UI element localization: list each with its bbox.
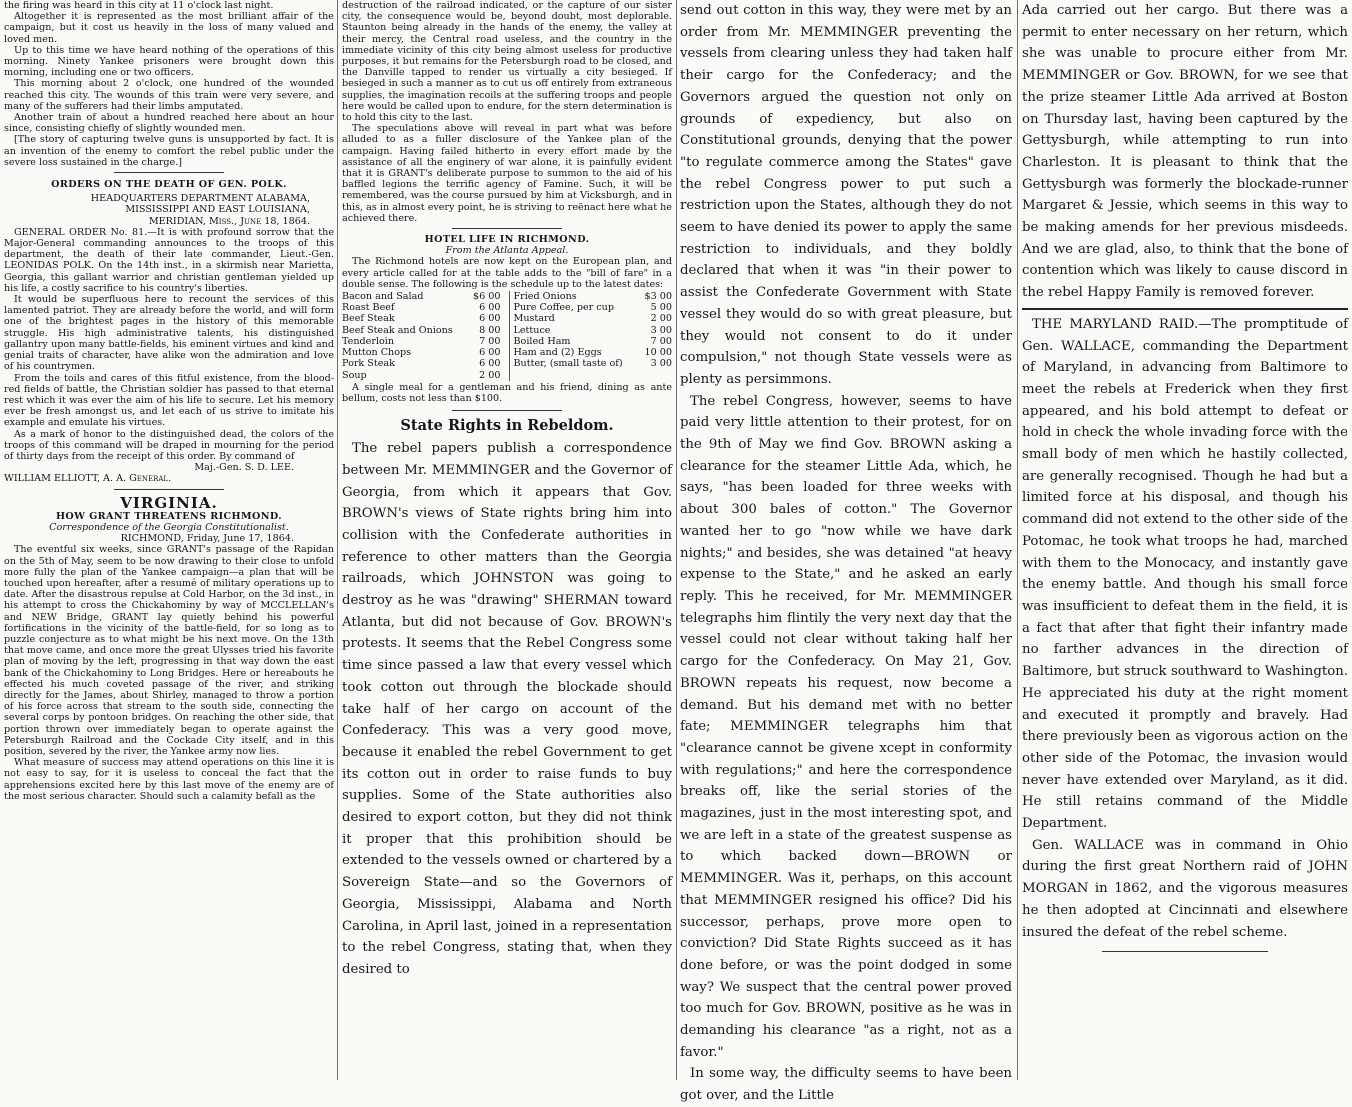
fare-item: Mutton Chops xyxy=(342,347,412,359)
col3-para-1: send out cotton in this way, they were met by an order from Mr. MEMMINGER preventing the vessels from clearing unless they had taken half their cargo for the Confederacy; and the Governors argued the question not only on grounds of expediency, but also on Constitutional grounds, denying that the power "to regulate commerce among the States" gave the rebel Congress power to put such a restriction upon the States, although they do not seem to have denied its power to apply the same restriction to individuals, and they boldly declared that when it was "in their power to assist the Confederate Government with State vessel they would do so with great pleasure, but they would not consent to do it under compulsion," not though State vessels were as plenty as persimmons. xyxy=(680,3,1012,387)
fare-item: Butter, (small taste of) xyxy=(513,358,623,370)
fare-row xyxy=(342,291,501,302)
fare-row xyxy=(514,313,673,324)
fare-price: 2 00 xyxy=(479,369,501,381)
fare-item: Tenderloin xyxy=(342,335,395,347)
fare-price: 6 00 xyxy=(479,347,501,359)
fare-row xyxy=(514,325,673,336)
maryland-raid-para: THE MARYLAND RAID.—The promptitude of Gen. WALLACE, commanding the Department of Maryland, in advancing from Baltimore to meet the rebels at Frederick when they first appeared, and his bold attempt to defeat or hold in check the whole invading force with the small body of men which he hastily collected, are generally recognised. Though he had but a limited force at his disposal, and though his command did not extend to the other side of the Potomac, he took what troops he had, marched with them to the Monocacy, and instantly gave the enemy battle. And though his small force was insufficient to defeat them in the field, it is a fact that after that fight their infantry made no farther advances in the direction of Baltimore, but struck southward to Washington. He appreciated his duty at the right moment and executed it promptly and bravely. Had there previously been as vigorous action on the other side of the Potomac, the invasion would never have extended over Maryland, as it did. He still retains command of the Middle Department. xyxy=(1022,316,1348,832)
fare-row xyxy=(342,325,501,336)
fare-price: 2 00 xyxy=(650,313,672,325)
col1-para-4: This morning about 2 o'clock, one hundred of the wounded reached this city. The wounds of this train were very severe, and many of the sufferers had their limbs amputated. xyxy=(4,78,334,112)
fare-item: Mustard xyxy=(513,313,555,325)
fare-item: Soup xyxy=(342,369,367,381)
fare-row xyxy=(514,291,673,302)
hotel-heading: HOTEL LIFE IN RICHMOND. xyxy=(424,234,590,246)
hotel-closing: A single meal for a gentleman and his friend, dining as ante bellum, costs not less than $100. xyxy=(342,381,672,404)
fare-item: Boiled Ham xyxy=(513,335,571,347)
col1-para-2: Altogether it is represented as the most brilliant affair of the campaign, but it cost us heavily in the loss of many valued and loved men. xyxy=(4,11,334,45)
col3-para-2: The rebel Congress, however, seems to have paid very little attention to their protest, for on the 9th of May we find Gov. BROWN asking a clearance for the steamer Little Ada, which, he says, "has been loaded for three weeks with about 300 bales of cotton." The Governor wanted her to go "now while we have dark nights;" and besides, she was detained "at heavy expense to the State," and he asked an early reply. This he received, for Mr. MEMMINGER telegraphs him flintily the very next day that the vessel could not clear without taking half her cargo for the Confederacy. On May 21, Gov. BROWN repeats his request, now become a demand. But his demand met with no better fate; MEMMINGER telegraphs him that "clearance cannot be givene xcept in conformity with regulations;" and here the correspondence breaks off, like the serial stories of the magazines, just in the most interesting spot, and we are left in a state of the greatest suspense as to which backed down—BROWN or MEMMINGER. Was it, perhaps, on this account that MEMMINGER resigned his office? Did his successor, perhaps, prove more open to conviction? Did State Rights succeed as it has done before, or was the point dodged in some way? We suspect that the central power proved too much for Gov. BROWN, positive as he was in demanding his clearance "as a right, not as a favor." xyxy=(680,393,1012,1060)
fare-item: Fried Onions xyxy=(513,291,577,303)
column-rule xyxy=(337,0,338,1080)
polk-signer: Maj.-Gen. S. D. LEE. xyxy=(194,462,294,474)
fare-row xyxy=(342,358,501,369)
hotel-intro: The Richmond hotels are now kept on the European plan, and every article called for at the table adds to the "bill of fare" in a double sense. The following is the schedule up to the latest dates: xyxy=(342,256,672,290)
fare-item: Beef Steak and Onions xyxy=(342,324,453,336)
polk-dateline-2: MISSISSIPPI AND EAST LOUISIANA, xyxy=(125,204,310,216)
divider xyxy=(452,228,562,229)
col2-para-2: The speculations above will reveal in part what was before alluded to as a fuller disclosure of the Yankee plan of the campaign. Having failed hitherto in every effort made by the assistance of all the enginery of war alone, it is painfully evident that it is GRANT's deliberate purpose to summon to the aid of his baffled legions the terrific agency of Famine. Such, it will be remembered, was the course pursued by him at Vicksburgh, and in this, as in almost every point, he is striving to reënact here what he achieved there. xyxy=(342,123,672,224)
fare-row xyxy=(342,336,501,347)
bill-of-fare xyxy=(342,291,672,381)
polk-para-1: GENERAL ORDER No. 81.—It is with profound sorrow that the Major-General commanding announces to the troops of this department, the death of their late commander, Lieut.-Gen. LEONIDAS POLK. On the 14th inst., in a skirmish near Marietta, Georgia, this gallant warrior and christian gentleman yielded up his life, a costly sacrifice to his country's liberties. xyxy=(4,226,334,294)
fare-price: 7 00 xyxy=(479,335,501,347)
polk-dateline-1: HEADQUARTERS DEPARTMENT ALABAMA, xyxy=(90,193,310,205)
divider xyxy=(452,410,562,411)
column-rule xyxy=(676,0,677,1080)
fare-price: 10 00 xyxy=(644,347,672,359)
fare-price: 5 00 xyxy=(650,302,672,314)
divider xyxy=(114,489,224,490)
virginia-dateline: RICHMOND, Friday, June 17, 1864. xyxy=(120,533,294,545)
fare-item: Ham and (2) Eggs xyxy=(513,347,602,359)
polk-para-2: It would be superfluous here to recount the services of this lamented patriot. They are already before the world, and will form one of the brightest pages in the history of this memorable struggle. His high administrative talents, his distinguished gallantry upon many battle-fields, his eminent virtues and kind and genial traits of character, have alike won the admiration and love of his countrymen. xyxy=(4,294,334,373)
fare-row xyxy=(514,347,673,358)
col1-para-3: Up to this time we have heard nothing of the operations of this morning. Ninety Yankee prisoners were brought down this morning, including one or two officers. xyxy=(4,44,334,79)
polk-para-3: From the toils and cares of this fitful existence, from the blood-red fields of battle, the Christian soldier has passed to that eternal rest which it was ever the aim of his life to secure. Let his memory ever be fresh amongst us, and let each of us strive to imitate his example and emulate his virtues. xyxy=(4,372,334,429)
divider xyxy=(1022,308,1348,310)
fare-price: 6 00 xyxy=(479,313,501,325)
state-rights-heading: State Rights in Rebeldom. xyxy=(400,417,614,435)
fare-item: Roast Beef xyxy=(342,302,395,314)
fare-price: $6 00 xyxy=(473,291,501,303)
col1-para-5: Another train of about a hundred reached here about an hour since, consisting chiefly of slightly wounded men. xyxy=(4,112,334,135)
fare-row xyxy=(342,313,501,324)
fare-row xyxy=(342,347,501,358)
col2-para-1: destruction of the railroad indicated, or the capture of our sister city, the consequence would be, beyond doubt, most deplorable. Staunton being already in the hands of the enemy, the valley at their mercy, the Central road useless, and the country in the immediate vicinity of this city being almost useless for productive purposes, it but remains for the Petersburgh road to be closed, and the Danville tapped to render us virtually a city besieged. If besieged in such a manner as to cut us off entirely from extraneous supplies, the imagination recoils at the suffering troops and people here would be called upon to endure, for the stern determination is to hold this city to the last. xyxy=(342,0,672,124)
virginia-correspondence: Correspondence of the Georgia Constitutionalist. xyxy=(49,521,289,533)
wallace-para: Gen. WALLACE was in command in Ohio during the first great Northern raid of JOHN MORGAN in 1862, and the vigorous measures he then adopted at Cincinnati and elsewhere insured the defeat of the rebel scheme. xyxy=(1022,837,1348,940)
column-rule xyxy=(1017,0,1018,1080)
divider xyxy=(114,172,224,173)
polk-adjutant: WILLIAM ELLIOTT, A. A. General. xyxy=(4,473,172,485)
fare-item: Pork Steak xyxy=(342,358,395,370)
column-2 xyxy=(342,0,672,1080)
fare-item: Bacon and Salad xyxy=(342,291,424,303)
fare-price: 7 00 xyxy=(650,335,672,347)
hotel-source: From the Atlanta Appeal. xyxy=(445,245,569,257)
col4-para-1: Ada carried out her cargo. But there was a permit to enter necessary on her return, which she was unable to procure either from Mr. MEMMINGER or Gov. BROWN, for we see that the prize steamer Little Ada arrived at Boston on Thursday last, having been captured by the Gettysburgh, while attempting to run into Charleston. It is pleasant to think that the Gettysburgh was formerly the blockade-runner Margaret & Jessie, which seems in this way to be making amends for her previous misdeeds. And we are glad, also, to think that the bone of contention which was likely to cause discord in the rebel Happy Family is removed forever. xyxy=(1022,3,1348,301)
fare-item: Lettuce xyxy=(513,324,551,336)
fare-price: 3 00 xyxy=(650,324,672,336)
column-3 xyxy=(680,0,1012,1104)
fare-price: $3 00 xyxy=(644,291,672,303)
fare-row xyxy=(342,302,501,313)
divider xyxy=(1102,951,1268,952)
column-4 xyxy=(1022,0,1348,1080)
fare-row xyxy=(514,336,673,347)
virginia-heading: VIRGINIA. xyxy=(120,493,218,512)
col1-para-1: the firing was heard in this city at 11 o'clock last night. xyxy=(4,0,274,11)
column-1 xyxy=(4,0,334,1080)
col3-para-3: In some way, the difficulty seems to have been got over, and the Little xyxy=(680,1066,1012,1104)
virginia-subheading: HOW GRANT THREATENS RICHMOND. xyxy=(55,510,283,522)
fare-row xyxy=(342,370,501,381)
polk-heading: ORDERS ON THE DEATH OF GEN. POLK. xyxy=(51,179,287,191)
fare-row xyxy=(514,302,673,313)
fare-price: 8 00 xyxy=(479,324,501,336)
fare-item: Beef Steak xyxy=(342,313,395,325)
bill-of-fare-left xyxy=(342,291,501,381)
virginia-para-1: The eventful six weeks, since GRANT's passage of the Rapidan on the 5th of May, seem to be now drawing to their close to unfold more fully the plan of the Yankee campaign—a plan that will be touched upon hereafter, after a resumé of military operations up to date. After the disastrous repulse at Cold Harbor, on the 3d inst., in his attempt to cross the Chickahominy by way of MCCLELLAN's and NEW Bridge, GRANT lay quietly behind his powerful fortifications in the vicinity of the battle-field, for so long as to puzzle conjecture as to what might be his next move. On the 13th that move came, and once more the great Ulysses tried his favorite plan of moving by the left, progressing in that way down the east bank of the Chickahominy to Long Bridges. Here or hereabouts he effected his much coveted passage of the river, and striking directly for the James, about Shirley, managed to throw a portion of his force across that stream to the south side, connecting the several corps by pontoon bridges. On reaching the other side, that portion thrown over immediately began to operate against the Petersburgh Railroad and the Cockade City itself, and in this position, severed by the river, the Yankee army now lies. xyxy=(4,544,334,757)
virginia-para-2: What measure of success may attend operations on this line it is not easy to say, for it is useless to conceal the fact that the apprehensions excited here by this last move of the enemy are of the most serious character. Should such a calamity befall as the xyxy=(4,757,334,802)
polk-para-4: As a mark of honor to the distinguished dead, the colors of the troops of this command will be draped in mourning for the period of thirty days from the receipt of this order. By command of xyxy=(4,428,334,462)
polk-dateline xyxy=(4,193,334,227)
bill-of-fare-right xyxy=(509,291,673,381)
fare-price: 6 00 xyxy=(479,358,501,370)
fare-item: Pure Coffee, per cup xyxy=(513,302,614,314)
polk-dateline-3: MERIDIAN, Miss., June 18, 1864. xyxy=(148,215,310,227)
editor-note: [The story of capturing twelve guns is unsupported by fact. It is an invention of the enemy to comfort the rebel public under the severe loss sustained in the charge.] xyxy=(4,134,334,168)
fare-price: 6 00 xyxy=(479,302,501,314)
state-rights-para: The rebel papers publish a correspondence between Mr. MEMMINGER and the Governor of Georgia, from which it appears that Gov. BROWN's views of State rights bring him into collision with the Confederate authorities in reference to other matters than the Georgia railroads, which JOHNSTON was going to destroy as he was "drawing" SHERMAN toward Atlanta, but did not because of Gov. BROWN's protests. It seems that the Rebel Congress some time since passed a law that every vessel which took cotton out through the blockade should take half of her cargo on account of the Confederacy. This was a very good move, because it enabled the rebel Government to get its cotton out in order to raise funds to buy supplies. Some of the State authorities also desired to export cotton, but they did not think it proper that this prohibition should be extended to the vessels owned or chartered by a Sovereign State—and so the Governors of Georgia, Mississippi, Alabama and North Carolina, in April last, joined in a representation to the rebel Congress, stating that, when they desired to xyxy=(342,441,672,977)
fare-row xyxy=(514,358,673,369)
fare-price: 3 00 xyxy=(650,358,672,370)
